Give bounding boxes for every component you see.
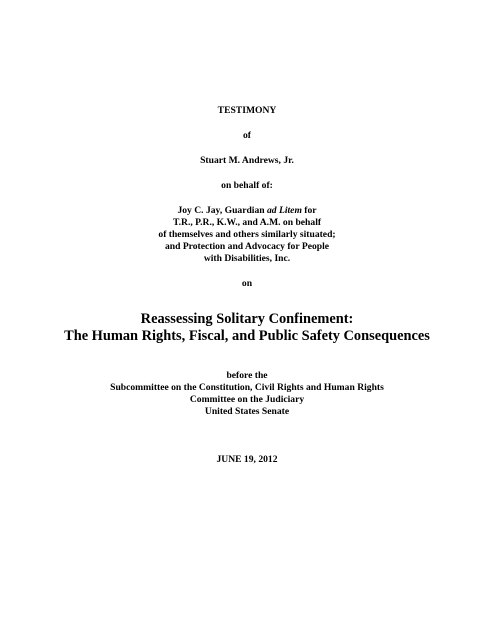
witness-name: Stuart M. Andrews, Jr.: [200, 155, 294, 166]
on-behalf-of-label: on behalf of:: [221, 180, 273, 191]
client-line-4: and Protection and Advocacy for People: [164, 241, 330, 252]
committee-name: Committee on the Judiciary: [189, 394, 305, 405]
hearing-title-line-2: The Human Rights, Fiscal, and Public Safety Consequences: [64, 328, 430, 344]
client-line-1-prefix: Joy C. Jay, Guardian: [177, 205, 267, 216]
document-heading: TESTIMONY: [217, 105, 277, 116]
client-line-1: [0, 205, 494, 217]
before-label: before the: [226, 370, 268, 381]
client-line-3: of themselves and others similarly situated;: [158, 229, 336, 240]
client-line-5: with Disabilities, Inc.: [203, 253, 291, 264]
hearing-date: JUNE 19, 2012: [216, 454, 278, 465]
client-line-2: T.R., P.R., K.W., and A.M. on behalf: [172, 217, 322, 228]
on-label: on: [241, 278, 253, 289]
client-line-1-italic: ad Litem: [267, 205, 302, 216]
client-line-1-suffix: for: [301, 205, 317, 216]
subcommittee-name: Subcommittee on the Constitution, Civil Rights and Human Rights: [110, 382, 384, 393]
hearing-title-line-1: Reassessing Solitary Confinement:: [140, 311, 354, 327]
of-label: of: [243, 130, 251, 141]
senate-name: United States Senate: [204, 406, 290, 417]
